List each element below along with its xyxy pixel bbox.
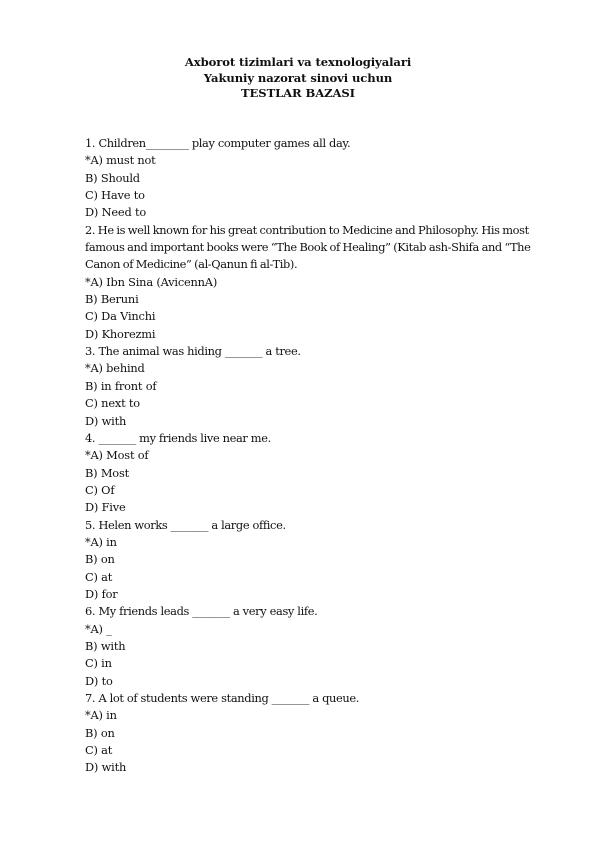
question-7-option-b: B) on (85, 725, 115, 740)
question-4-option-a: *A) Most of (85, 448, 149, 463)
question-7-option-c: C) at (85, 743, 113, 758)
question-7-option-a: *A) in (85, 708, 117, 723)
question-4-option-c: C) Of (85, 482, 115, 497)
question-4-text: 4. _______ my friends live near me. (85, 430, 271, 445)
question-5-option-d: D) for (85, 586, 118, 601)
header-title: Axborot tizimlari va texnologiyalari (184, 55, 412, 69)
question-5-text: 5. Helen works _______ a large office. (85, 517, 286, 532)
header-subtitle: Yakuniy nazorat sinovi uchun (203, 70, 393, 85)
question-3-text: 3. The animal was hiding _______ a tree. (85, 344, 301, 359)
question-2-option-d: D) Khorezmi (85, 326, 156, 341)
question-1-option-c: C) Have to (85, 188, 145, 203)
question-5-option-b: B) on (85, 552, 115, 567)
question-3-option-a: *A) behind (85, 361, 145, 376)
question-6-text: 6. My friends leads _______ a very easy life. (85, 604, 318, 619)
question-1-option-d: D) Need to (85, 205, 146, 220)
question-5-option-a: *A) in (85, 534, 117, 549)
question-2-option-b: B) Beruni (85, 292, 139, 307)
question-2-text: 2. He is well known for his great contribution to Medicine and Philosophy. His most famous and important books were “The Book of Healing” (Kitab ash-Shifa and “The Canon of Medicine” (al-Qanun fi al-Tib). (85, 222, 531, 272)
question-3-option-b: B) in front of (85, 378, 157, 393)
question-4-option-b: B) Most (85, 465, 129, 480)
question-5-option-c: C) at (85, 569, 113, 584)
question-7-option-d: D) with (85, 760, 127, 775)
question-3-option-c: C) next to (85, 396, 140, 411)
question-6-option-c: C) in (85, 656, 112, 671)
question-2-option-a: *A) Ibn Sina (AvicennA) (85, 274, 218, 289)
question-6-option-a: *A) _ (85, 621, 112, 636)
question-list (85, 135, 565, 777)
question-4-option-d: D) Five (85, 500, 126, 515)
question-2-option-c: C) Da Vinchi (85, 309, 156, 324)
question-1-option-a: *A) must not (85, 153, 156, 168)
question-3-option-d: D) with (85, 413, 127, 428)
question-1-option-b: B) Should (85, 170, 140, 185)
question-1-text: 1. Children________ play computer games all day. (85, 136, 351, 150)
header-heading: TESTLAR BAZASI (241, 86, 355, 100)
document-header (0, 55, 596, 102)
question-7-text: 7. A lot of students were standing _______ a queue. (85, 691, 360, 705)
question-6-option-b: B) with (85, 638, 126, 653)
question-6-option-d: D) to (85, 673, 113, 688)
